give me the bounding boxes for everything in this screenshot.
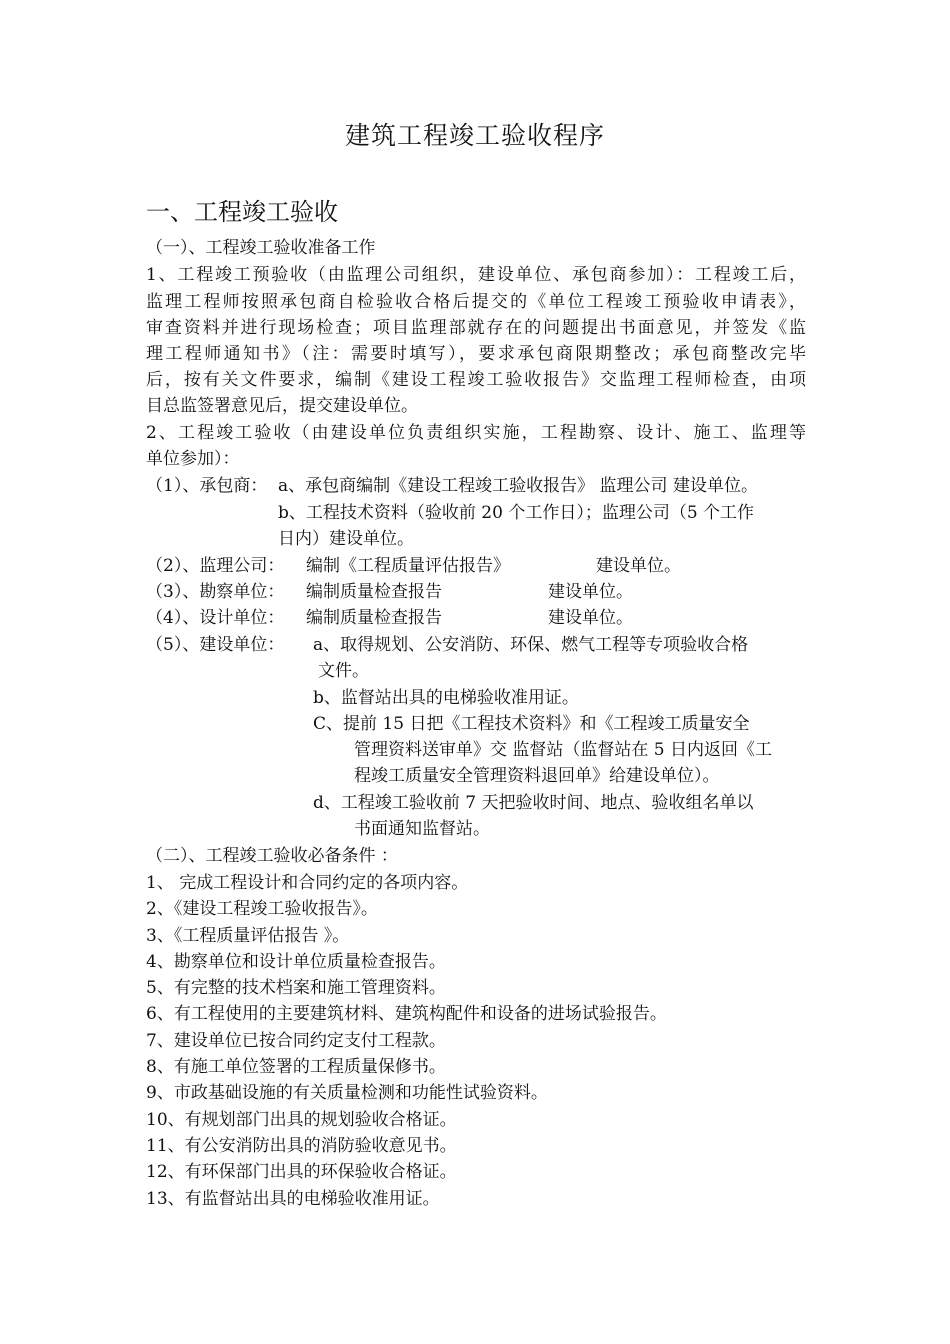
- supervisor-dest: 建设单位。: [596, 556, 681, 576]
- contractor-item-b: b、工程技术资料（验收前 20 个工作日）；监理公司（5 个工作: [278, 503, 755, 523]
- subsection-heading-1: （一）、工程竣工验收准备工作: [146, 238, 376, 258]
- condition-item: 11、有公安消防出具的消防验收意见书。: [146, 1136, 457, 1156]
- contractor-item-a: a、承包商编制《建设工程竣工验收报告》 监理公司 建设单位。: [278, 476, 758, 496]
- item2-line: 单位参加）：: [146, 449, 240, 469]
- item2-line: 2、工程竣工验收（由建设单位负责组织实施，工程勘察、设计、施工、监理等: [146, 423, 806, 443]
- item1-line: 1、工程竣工预验收（由监理公司组织，建设单位、承包商参加）：工程竣工后，: [146, 265, 806, 285]
- condition-item: 13、有监督站出具的电梯验收准用证。: [146, 1189, 440, 1209]
- condition-item: 8、有施工单位签署的工程质量保修书。: [146, 1057, 446, 1077]
- design-label: （4）、设计单位：: [146, 608, 285, 628]
- condition-item: 3、《工程质量评估报告 》。: [146, 926, 350, 946]
- contractor-item-b-cont: 日内）建设单位。: [278, 529, 414, 549]
- condition-item: 12、有环保部门出具的环保验收合格证。: [146, 1162, 457, 1182]
- item1-line: 审查资料并进行现场检查；项目监理部就存在的问题提出书面意见，并签发《监: [146, 318, 806, 338]
- survey-dest: 建设单位。: [548, 582, 633, 602]
- owner-item-d: d、工程竣工验收前 7 天把验收时间、地点、验收组名单以: [313, 793, 754, 813]
- item1-line: 理工程师通知书》（注：需要时填写），要求承包商限期整改；承包商整改完毕: [146, 344, 806, 364]
- owner-item-a-cont: 文件。: [318, 661, 369, 681]
- owner-label: （5）、建设单位：: [146, 635, 285, 655]
- subsection-heading-2: （二）、工程竣工验收必备条件 ：: [146, 846, 398, 866]
- condition-item: 5、有完整的技术档案和施工管理资料。: [146, 978, 446, 998]
- owner-item-c-cont: 程竣工质量安全管理资料退回单》给建设单位）。: [354, 766, 720, 786]
- condition-item: 1、 完成工程设计和合同约定的各项内容。: [146, 873, 469, 893]
- item1-line: 目总监签署意见后，提交建设单位。: [146, 396, 418, 416]
- item1-line: 监理工程师按照承包商自检验收合格后提交的《单位工程竣工预验收申请表》，: [146, 292, 806, 312]
- design-text: 编制质量检查报告: [306, 608, 442, 628]
- survey-text: 编制质量检查报告: [306, 582, 442, 602]
- supervisor-label: （2）、监理公司：: [146, 556, 285, 576]
- item1-line: 后，按有关文件要求，编制《建设工程竣工验收报告》交监理工程师检查，由项: [146, 370, 806, 390]
- condition-item: 10、有规划部门出具的规划验收合格证。: [146, 1110, 457, 1130]
- owner-item-d-cont: 书面通知监督站。: [354, 819, 490, 839]
- contractor-label: （1）、承包商：: [146, 476, 268, 496]
- condition-item: 4、勘察单位和设计单位质量检查报告。: [146, 952, 446, 972]
- owner-item-b: b、监督站出具的电梯验收准用证。: [313, 688, 579, 708]
- condition-item: 2、《建设工程竣工验收报告》。: [146, 899, 378, 919]
- condition-item: 9、市政基础设施的有关质量检测和功能性试验资料。: [146, 1083, 548, 1103]
- condition-item: 7、建设单位已按合同约定支付工程款。: [146, 1031, 446, 1051]
- owner-item-a: a、取得规划、公安消防、环保、燃气工程等专项验收合格: [313, 635, 749, 655]
- survey-label: （3）、勘察单位：: [146, 582, 285, 602]
- owner-item-c: C、提前 15 日把《工程技术资料》和《工程竣工质量安全: [313, 714, 750, 734]
- design-dest: 建设单位。: [548, 608, 633, 628]
- supervisor-text: 编制《工程质量评估报告》: [306, 556, 510, 576]
- condition-item: 6、有工程使用的主要建筑材料、建筑构配件和设备的进场试验报告。: [146, 1004, 667, 1024]
- owner-item-c-cont: 管理资料送审单》交 监督站（监督站在 5 日内返回《工: [354, 740, 773, 760]
- section-heading: 一、工程竣工验收: [146, 198, 338, 226]
- page-title: 建筑工程竣工验收程序: [344, 121, 605, 150]
